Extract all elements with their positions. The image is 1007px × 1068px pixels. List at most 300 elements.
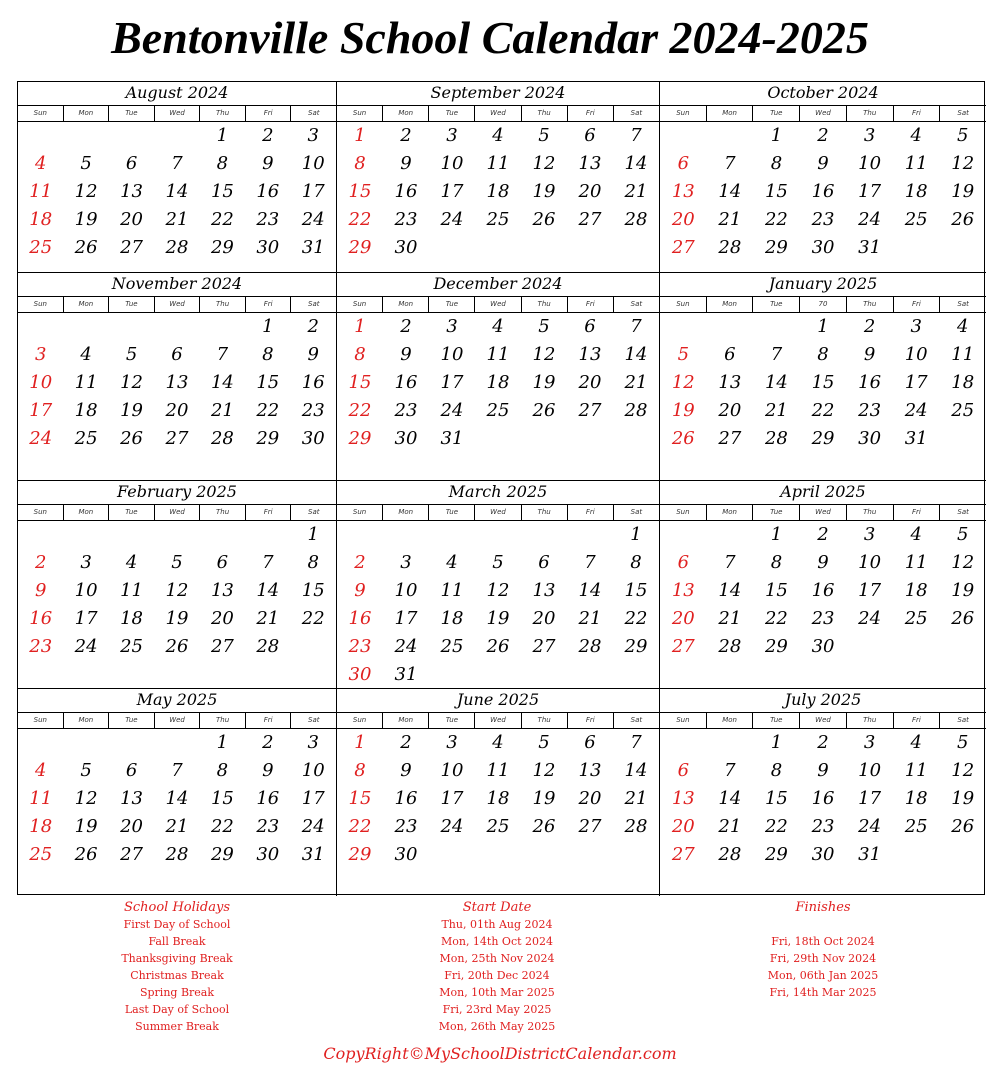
day-cell: 14 — [624, 344, 648, 365]
day-cell: 16 — [394, 372, 418, 393]
day-cell: 12 — [532, 153, 556, 174]
weekday-label: Thu — [200, 505, 246, 520]
day-cell: 21 — [624, 788, 648, 809]
day-cell: 21 — [256, 608, 280, 629]
weekday-header — [337, 105, 659, 122]
day-cell: 17 — [904, 372, 928, 393]
week-row — [660, 313, 986, 341]
day-cell: 14 — [718, 788, 742, 809]
weekday-label: Sat — [630, 109, 643, 117]
day-cell: 7 — [262, 552, 274, 573]
day-cell: 7 — [216, 344, 229, 365]
day-cell: 17 — [440, 372, 464, 393]
day-cell: 6 — [125, 760, 138, 781]
weekday-label: Thu — [847, 505, 894, 520]
day-cell: 8 — [307, 552, 319, 573]
day-cell: 17 — [440, 181, 464, 202]
day-cell: 30 — [811, 237, 835, 258]
day-cell — [613, 425, 659, 453]
day-cell — [893, 234, 940, 262]
weekday-label: Fri — [568, 505, 614, 520]
month-name: March 2025 — [448, 482, 548, 501]
day-cell — [154, 313, 199, 341]
day-cell: 25 — [904, 608, 928, 629]
day-cell: 26 — [532, 400, 556, 421]
week-row — [18, 841, 336, 869]
day-cell: 27 — [671, 844, 695, 865]
day-cell: 4 — [910, 732, 922, 753]
weekday-label: Tue — [429, 713, 475, 728]
weekday-label: Sat — [957, 716, 969, 724]
week-row — [337, 521, 659, 549]
day-cell: 27 — [671, 636, 695, 657]
day-cell: 24 — [440, 209, 464, 230]
day-cell: 19 — [532, 788, 556, 809]
day-cell: 10 — [394, 580, 418, 601]
day-cell: 29 — [348, 844, 372, 865]
day-cell: 16 — [348, 608, 372, 629]
weekday-label: Sun — [18, 297, 64, 312]
day-cell: 12 — [486, 580, 510, 601]
weekday-label: Wed — [155, 713, 201, 728]
month-name: December 2024 — [433, 274, 563, 293]
day-cell: 2 — [34, 552, 47, 573]
week-row — [337, 785, 659, 813]
day-cell: 10 — [440, 760, 464, 781]
weekday-label: Tue — [753, 106, 800, 121]
day-cell: 6 — [677, 552, 690, 573]
day-cell: 12 — [165, 580, 189, 601]
day-cell — [567, 234, 613, 262]
month-name: November 2024 — [111, 274, 243, 293]
day-cell: 21 — [165, 816, 189, 837]
weekday-label: Mon — [707, 106, 754, 121]
day-cell — [154, 521, 199, 549]
day-cell: 7 — [724, 552, 736, 573]
day-cell — [893, 633, 940, 661]
weekday-label: Sun — [660, 297, 707, 312]
day-cell: 14 — [718, 580, 742, 601]
week-row — [18, 549, 336, 577]
weekday-label: Mon — [64, 505, 110, 520]
day-cell: 25 — [440, 636, 464, 657]
day-cell: 21 — [718, 816, 742, 837]
week-row — [337, 122, 659, 150]
start-date: Mon, 14th Oct 2024 — [440, 935, 554, 948]
day-cell: 16 — [858, 372, 882, 393]
day-cell: 20 — [578, 372, 602, 393]
day-cell: 8 — [770, 153, 783, 174]
day-cell: 2 — [354, 552, 366, 573]
day-cell: 5 — [538, 732, 550, 753]
month-block — [659, 480, 986, 688]
day-cell: 31 — [440, 428, 464, 449]
legend-finish-dates — [743, 899, 903, 1001]
day-cell: 5 — [538, 316, 550, 337]
week-row — [660, 425, 986, 453]
weekday-label: Wed — [475, 106, 521, 121]
week-row — [660, 369, 986, 397]
day-cell — [63, 313, 108, 341]
day-cell: 6 — [677, 760, 690, 781]
day-cell: 18 — [904, 788, 928, 809]
day-cell: 24 — [440, 400, 464, 421]
week-row — [660, 785, 986, 813]
week-row — [18, 757, 336, 785]
day-cell: 20 — [578, 181, 602, 202]
day-cell: 4 — [492, 316, 504, 337]
week-row — [337, 577, 659, 605]
day-cell: 29 — [764, 844, 788, 865]
weekday-label: Fri — [894, 297, 941, 312]
day-cell: 19 — [671, 400, 695, 421]
finish-date: Fri, 29th Nov 2024 — [769, 952, 877, 965]
day-cell: 12 — [74, 181, 98, 202]
day-cell: 24 — [301, 816, 325, 837]
day-cell: 1 — [770, 125, 783, 146]
day-cell: 23 — [348, 636, 372, 657]
legend-holidays-header: School Holidays — [123, 900, 231, 915]
weekday-label: Thu — [522, 297, 568, 312]
holiday-name: First Day of School — [123, 918, 231, 931]
week-row — [660, 521, 986, 549]
weekday-label: Sat — [630, 716, 643, 724]
day-cell: 5 — [492, 552, 504, 573]
day-cell — [707, 122, 754, 150]
day-cell: 30 — [811, 844, 835, 865]
day-cell: 1 — [262, 316, 274, 337]
week-row — [660, 549, 986, 577]
holiday-name: Spring Break — [139, 986, 215, 999]
day-cell: 10 — [858, 552, 882, 573]
day-cell: 20 — [671, 608, 695, 629]
day-cell — [429, 521, 475, 549]
day-cell: 17 — [858, 181, 882, 202]
day-cell: 13 — [671, 788, 695, 809]
month-block — [336, 688, 659, 896]
day-cell: 11 — [440, 580, 464, 601]
day-cell: 22 — [624, 608, 648, 629]
day-cell: 19 — [74, 209, 98, 230]
weekday-header — [18, 296, 336, 313]
day-cell: 26 — [532, 816, 556, 837]
day-cell: 28 — [165, 237, 189, 258]
day-cell: 1 — [817, 316, 829, 337]
day-cell: 4 — [492, 732, 504, 753]
day-cell: 7 — [171, 153, 183, 174]
week-row — [337, 633, 659, 661]
day-cell: 19 — [951, 580, 975, 601]
day-cell — [154, 729, 199, 757]
week-row — [337, 841, 659, 869]
day-cell: 24 — [858, 209, 882, 230]
day-cell: 23 — [811, 209, 835, 230]
week-row — [660, 206, 986, 234]
day-cell: 15 — [348, 788, 372, 809]
day-cell: 7 — [171, 760, 183, 781]
day-cell — [660, 122, 707, 150]
day-cell: 6 — [216, 552, 229, 573]
day-cell: 11 — [904, 153, 928, 174]
day-cell: 16 — [256, 181, 280, 202]
day-cell: 26 — [120, 428, 143, 449]
day-cell: 26 — [486, 636, 510, 657]
day-cell: 25 — [904, 816, 928, 837]
weekday-label: Sun — [660, 106, 707, 121]
day-cell: 20 — [165, 400, 189, 421]
holiday-name: Fall Break — [148, 935, 206, 948]
finish-date — [743, 916, 903, 933]
legend-start-dates — [417, 899, 577, 1035]
day-cell: 8 — [770, 760, 783, 781]
day-cell: 29 — [764, 636, 788, 657]
day-cell: 20 — [578, 788, 602, 809]
day-cell: 17 — [440, 788, 464, 809]
day-cell: 23 — [394, 209, 418, 230]
day-cell: 11 — [486, 344, 510, 365]
day-cell: 3 — [400, 552, 412, 573]
weekday-label: Thu — [200, 297, 246, 312]
weekday-header — [660, 105, 986, 122]
weekday-label: Wed — [475, 297, 521, 312]
day-cell: 10 — [301, 153, 325, 174]
day-cell: 22 — [811, 400, 835, 421]
day-cell: 30 — [858, 428, 882, 449]
day-cell: 25 — [74, 428, 98, 449]
day-cell: 4 — [34, 153, 47, 174]
day-cell: 18 — [486, 788, 510, 809]
day-cell: 21 — [718, 209, 742, 230]
day-cell: 11 — [74, 372, 98, 393]
day-cell: 18 — [29, 209, 53, 230]
week-row — [18, 729, 336, 757]
weekday-label: Tue — [753, 713, 800, 728]
month-block — [18, 82, 336, 272]
day-cell: 26 — [951, 816, 975, 837]
month-name: February 2025 — [117, 482, 237, 501]
weekday-header — [337, 504, 659, 521]
day-cell: 15 — [348, 181, 372, 202]
day-cell: 23 — [256, 816, 280, 837]
day-cell — [429, 234, 475, 262]
day-cell: 4 — [125, 552, 138, 573]
day-cell: 1 — [354, 732, 366, 753]
day-cell: 3 — [307, 125, 319, 146]
day-cell — [475, 841, 521, 869]
day-cell: 21 — [624, 372, 648, 393]
day-cell: 11 — [951, 344, 975, 365]
weekday-label: Sat — [308, 300, 320, 308]
day-cell: 12 — [74, 788, 98, 809]
day-cell: 18 — [904, 580, 928, 601]
weekday-header — [18, 712, 336, 729]
day-cell: 15 — [348, 372, 372, 393]
day-cell: 18 — [486, 372, 510, 393]
day-cell: 13 — [578, 344, 602, 365]
day-cell: 3 — [910, 316, 922, 337]
day-cell — [109, 313, 154, 341]
day-cell: 28 — [718, 636, 742, 657]
weekday-header — [337, 296, 659, 313]
day-cell: 2 — [817, 732, 829, 753]
weekday-header — [660, 712, 986, 729]
day-cell: 14 — [624, 760, 648, 781]
day-cell: 9 — [817, 552, 829, 573]
day-cell: 19 — [74, 816, 98, 837]
weekday-label: Fri — [894, 106, 941, 121]
day-cell: 13 — [165, 372, 189, 393]
calendar-grid — [17, 81, 985, 895]
day-cell: 24 — [858, 608, 882, 629]
day-cell: 6 — [677, 153, 690, 174]
day-cell: 4 — [492, 125, 504, 146]
weekday-label: Thu — [847, 297, 894, 312]
day-cell: 2 — [400, 125, 412, 146]
day-cell: 11 — [29, 788, 53, 809]
day-cell: 26 — [951, 209, 975, 230]
week-row — [660, 813, 986, 841]
day-cell: 29 — [811, 428, 835, 449]
day-cell: 20 — [671, 816, 695, 837]
day-cell: 30 — [394, 237, 418, 258]
weekday-label: Tue — [109, 106, 155, 121]
day-cell: 28 — [764, 428, 788, 449]
day-cell — [567, 521, 613, 549]
weekday-label: Sun — [660, 713, 707, 728]
weekday-label: Mon — [383, 505, 429, 520]
month-block — [336, 82, 659, 272]
day-cell: 29 — [624, 636, 648, 657]
day-cell: 23 — [301, 400, 325, 421]
start-date: Mon, 26th May 2025 — [438, 1020, 556, 1033]
day-cell: 21 — [578, 608, 602, 629]
day-cell — [613, 841, 659, 869]
week-row — [18, 633, 336, 661]
day-cell: 24 — [29, 428, 53, 449]
day-cell — [109, 521, 154, 549]
day-cell: 3 — [863, 524, 876, 545]
week-row — [660, 150, 986, 178]
weekday-label: Mon — [64, 297, 110, 312]
day-cell: 24 — [394, 636, 418, 657]
day-cell — [383, 521, 429, 549]
day-cell: 22 — [210, 209, 234, 230]
weekday-label: Tue — [753, 297, 800, 312]
day-cell: 9 — [400, 344, 412, 365]
day-cell: 26 — [951, 608, 975, 629]
day-cell: 10 — [74, 580, 98, 601]
day-cell: 23 — [256, 209, 280, 230]
weekday-label: Thu — [200, 106, 246, 121]
day-cell: 28 — [624, 209, 648, 230]
day-cell: 5 — [677, 344, 690, 365]
day-cell: 25 — [904, 209, 928, 230]
day-cell: 29 — [210, 237, 234, 258]
day-cell: 10 — [29, 372, 53, 393]
day-cell: 1 — [307, 524, 319, 545]
weekday-label: Mon — [383, 713, 429, 728]
day-cell: 15 — [764, 788, 788, 809]
day-cell: 27 — [120, 844, 143, 865]
day-cell: 15 — [624, 580, 648, 601]
day-cell — [18, 313, 63, 341]
day-cell: 15 — [256, 372, 280, 393]
day-cell: 4 — [957, 316, 969, 337]
week-row — [660, 397, 986, 425]
weekday-label: Tue — [109, 297, 155, 312]
day-cell: 6 — [584, 732, 596, 753]
day-cell: 23 — [29, 636, 53, 657]
day-cell — [753, 313, 800, 341]
week-row — [337, 369, 659, 397]
weekday-label: Mon — [383, 297, 429, 312]
day-cell: 15 — [210, 788, 234, 809]
day-cell: 4 — [910, 125, 922, 146]
weekday-header — [18, 105, 336, 122]
day-cell: 10 — [301, 760, 325, 781]
day-cell: 8 — [770, 552, 783, 573]
weekday-label: Fri — [246, 106, 292, 121]
day-cell: 13 — [210, 580, 234, 601]
day-cell: 17 — [858, 580, 882, 601]
day-cell: 19 — [532, 372, 556, 393]
weekday-label: Mon — [707, 297, 754, 312]
weekday-label: Wed — [475, 713, 521, 728]
day-cell: 3 — [34, 344, 47, 365]
day-cell: 31 — [301, 237, 325, 258]
day-cell — [567, 661, 613, 689]
week-row — [660, 178, 986, 206]
week-row — [337, 150, 659, 178]
day-cell: 11 — [904, 760, 928, 781]
day-cell: 24 — [301, 209, 325, 230]
day-cell: 24 — [904, 400, 928, 421]
day-cell: 27 — [578, 209, 602, 230]
day-cell: 28 — [718, 844, 742, 865]
week-row — [337, 206, 659, 234]
day-cell — [567, 425, 613, 453]
weekday-label: Sat — [957, 109, 969, 117]
day-cell: 5 — [957, 524, 969, 545]
week-row — [18, 425, 336, 453]
day-cell: 2 — [817, 524, 829, 545]
day-cell — [613, 661, 659, 689]
day-cell: 9 — [262, 760, 274, 781]
weekday-label: Thu — [847, 106, 894, 121]
week-row — [18, 122, 336, 150]
day-cell: 7 — [630, 125, 642, 146]
month-name: January 2025 — [768, 274, 878, 293]
week-row — [337, 425, 659, 453]
day-cell: 9 — [307, 344, 319, 365]
day-cell: 7 — [630, 316, 642, 337]
week-row — [660, 757, 986, 785]
day-cell: 17 — [74, 608, 98, 629]
day-cell — [521, 841, 567, 869]
day-cell: 31 — [858, 237, 882, 258]
day-cell — [200, 313, 245, 341]
day-cell: 12 — [951, 153, 975, 174]
month-block — [659, 272, 986, 480]
weekday-label: Thu — [522, 106, 568, 121]
week-row — [18, 206, 336, 234]
weekday-label: Tue — [429, 505, 475, 520]
day-cell: 10 — [440, 344, 464, 365]
day-cell: 30 — [811, 636, 835, 657]
day-cell: 27 — [671, 237, 695, 258]
weekday-header — [660, 504, 986, 521]
day-cell: 13 — [578, 760, 602, 781]
